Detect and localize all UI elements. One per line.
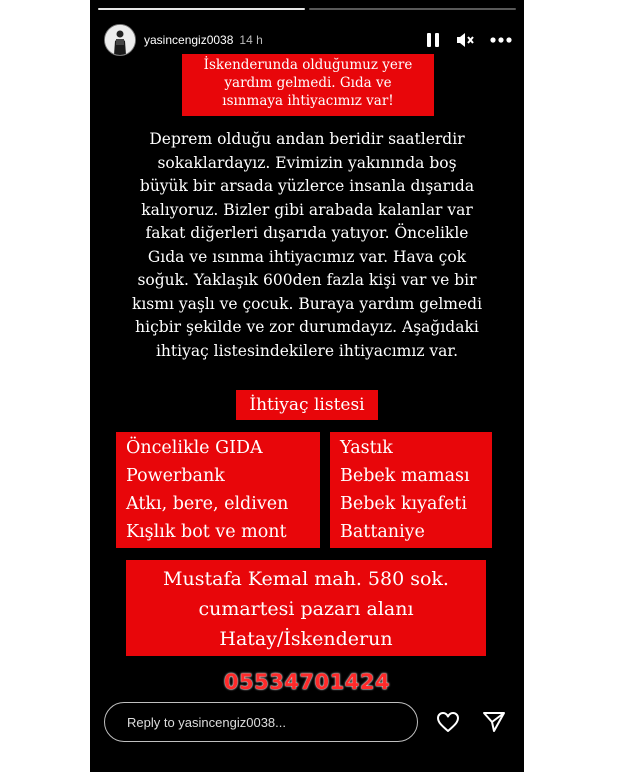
story-username[interactable]: yasincengiz0038 xyxy=(144,33,234,47)
phone-number: 05534701424 xyxy=(223,670,391,694)
address-line: Hatay/İskenderun xyxy=(219,628,393,650)
top-banner xyxy=(182,54,434,116)
story-header xyxy=(104,22,512,58)
paragraph-line: büyük bir arsada yüzlerce insanla dışarıda xyxy=(139,177,475,195)
paragraph-line: fakat diğerleri dışarıda yatıyor. Öncelikle xyxy=(145,224,469,242)
reply-field[interactable] xyxy=(104,702,418,742)
avatar[interactable] xyxy=(104,24,136,56)
story-viewer[interactable] xyxy=(90,0,524,772)
mute-icon[interactable] xyxy=(456,32,474,48)
list-item: Kışlık bot ve mont xyxy=(126,522,287,542)
progress-segment xyxy=(309,8,516,10)
progress-segment xyxy=(98,8,305,10)
paragraph-line: Gıda ve ısınma ihtiyacımız var. Hava çok xyxy=(147,247,467,266)
banner-line: ısınmaya ihtiyacımız var! xyxy=(222,93,394,109)
story-paragraph xyxy=(108,128,506,363)
paragraph-line: sokaklardayız. Evimizin yakınında boş xyxy=(157,153,457,172)
user-avatar-icon xyxy=(105,25,135,55)
needs-list-title: İhtiyaç listesi xyxy=(236,390,378,420)
list-item: Bebek maması xyxy=(340,466,470,486)
needs-list-left xyxy=(116,432,320,548)
list-item: Battaniye xyxy=(340,522,425,542)
banner-line: İskenderunda olduğumuz yere xyxy=(203,57,413,73)
paragraph-line: Deprem olduğu andan beridir saatlerdir xyxy=(149,130,465,148)
list-item: Bebek kıyafeti xyxy=(340,494,467,514)
list-item: Öncelikle GIDA xyxy=(126,438,263,458)
paragraph-line: ihtiyaç listesindekilere ihtiyacımız var. xyxy=(155,341,459,360)
send-icon[interactable] xyxy=(482,711,506,733)
more-icon[interactable] xyxy=(490,37,512,43)
story-progress-bar xyxy=(98,8,516,10)
paragraph-line: hiçbir şekilde ve zor durumdayız. Aşağıdaki xyxy=(135,318,479,336)
address-line: Mustafa Kemal mah. 580 sok. xyxy=(163,568,449,590)
reply-input[interactable] xyxy=(125,714,417,731)
paragraph-line: kalıyoruz. Bizler gibi arabada kalanlar var xyxy=(141,200,473,219)
list-item: Powerbank xyxy=(126,466,225,486)
pause-icon[interactable] xyxy=(426,32,440,48)
story-timestamp: 14 h xyxy=(239,33,263,47)
heart-icon[interactable] xyxy=(436,711,460,733)
address-line: cumartesi pazarı alanı xyxy=(198,598,414,620)
list-item: Yastık xyxy=(340,438,393,458)
list-item: Atkı, bere, eldiven xyxy=(126,494,289,514)
address-box xyxy=(126,560,486,656)
paragraph-line: soğuk. Yaklaşık 600den fazla kişi var ve bir xyxy=(137,271,477,289)
story-footer xyxy=(104,700,510,744)
paragraph-line: kısmı yaşlı ve çocuk. Buraya yardım gelmedi xyxy=(131,294,483,313)
banner-line: yardım gelmedi. Gıda ve xyxy=(224,75,392,91)
needs-list-right xyxy=(330,432,492,548)
